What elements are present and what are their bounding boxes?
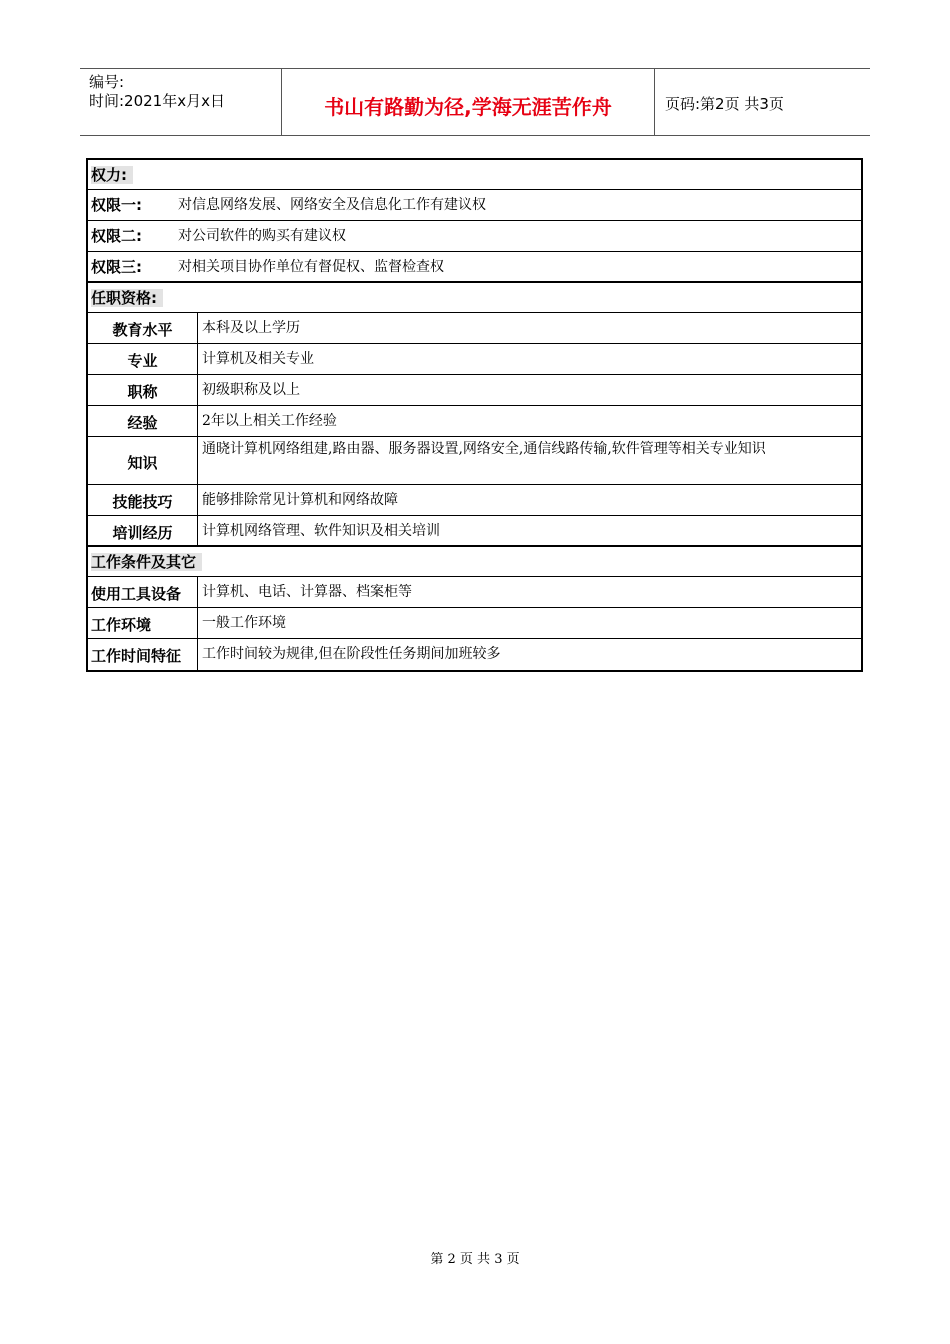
qualification-label: 技能技巧 xyxy=(88,485,198,515)
authority-label: 权限二: xyxy=(91,227,142,245)
page-header xyxy=(80,68,870,136)
qualification-label: 经验 xyxy=(88,406,198,436)
qualification-row xyxy=(88,344,861,375)
condition-row xyxy=(88,577,861,608)
header-page-cell xyxy=(655,69,870,135)
page-number-label: 页码:第2页 共3页 xyxy=(665,95,784,113)
condition-value: 计算机、电话、计算器、档案柜等 xyxy=(202,584,412,600)
authority-row xyxy=(88,221,861,252)
qualification-row xyxy=(88,375,861,406)
conditions-section-title: 工作条件及其它 xyxy=(88,547,861,577)
qualification-row xyxy=(88,437,861,485)
job-description-table xyxy=(86,158,863,672)
condition-label: 使用工具设备 xyxy=(88,577,198,607)
qualification-row xyxy=(88,406,861,437)
authority-row xyxy=(88,252,861,283)
qualification-row xyxy=(88,485,861,516)
condition-row xyxy=(88,608,861,639)
authority-value: 对相关项目协作单位有督促权、监督检查权 xyxy=(178,259,444,275)
slogan: 书山有路勤为径,学海无涯苦作舟 xyxy=(324,95,612,119)
authority-section-title: 权力: xyxy=(88,160,861,190)
authority-label: 权限三: xyxy=(91,258,142,276)
condition-row xyxy=(88,639,861,670)
qualification-value: 本科及以上学历 xyxy=(202,320,300,336)
number-label: 编号: xyxy=(89,73,125,91)
condition-label: 工作环境 xyxy=(88,608,198,638)
qualification-value: 能够排除常见计算机和网络故障 xyxy=(202,492,398,508)
condition-value: 工作时间较为规律,但在阶段性任务期间加班较多 xyxy=(202,646,501,662)
qualification-value: 计算机及相关专业 xyxy=(202,351,314,367)
condition-value: 一般工作环境 xyxy=(202,615,286,631)
authority-row xyxy=(88,190,861,221)
time-label: 时间:2021年x月x日 xyxy=(89,92,225,110)
qualification-label: 培训经历 xyxy=(88,516,198,545)
qualification-label: 教育水平 xyxy=(88,313,198,343)
qualification-label: 职称 xyxy=(88,375,198,405)
authority-label: 权限一: xyxy=(91,196,142,214)
qualification-row xyxy=(88,516,861,547)
qualifications-section-title: 任职资格: xyxy=(88,283,861,313)
qualification-value: 2年以上相关工作经验 xyxy=(202,413,337,429)
authority-value: 对公司软件的购买有建议权 xyxy=(178,228,346,244)
qualification-value: 初级职称及以上 xyxy=(202,382,300,398)
qualification-label: 专业 xyxy=(88,344,198,374)
header-slogan-cell xyxy=(282,69,655,135)
condition-label: 工作时间特征 xyxy=(88,639,198,670)
qualification-label: 知识 xyxy=(88,437,198,484)
qualification-row xyxy=(88,313,861,344)
qualification-value: 计算机网络管理、软件知识及相关培训 xyxy=(202,523,440,539)
qualification-value: 通晓计算机网络组建,路由器、服务器设置,网络安全,通信线路传输,软件管理等相关专业知识 xyxy=(202,441,766,457)
authority-value: 对信息网络发展、网络安全及信息化工作有建议权 xyxy=(178,197,486,213)
page-footer: 第 2 页 共 3 页 xyxy=(430,1252,520,1267)
header-meta-cell xyxy=(80,69,282,135)
